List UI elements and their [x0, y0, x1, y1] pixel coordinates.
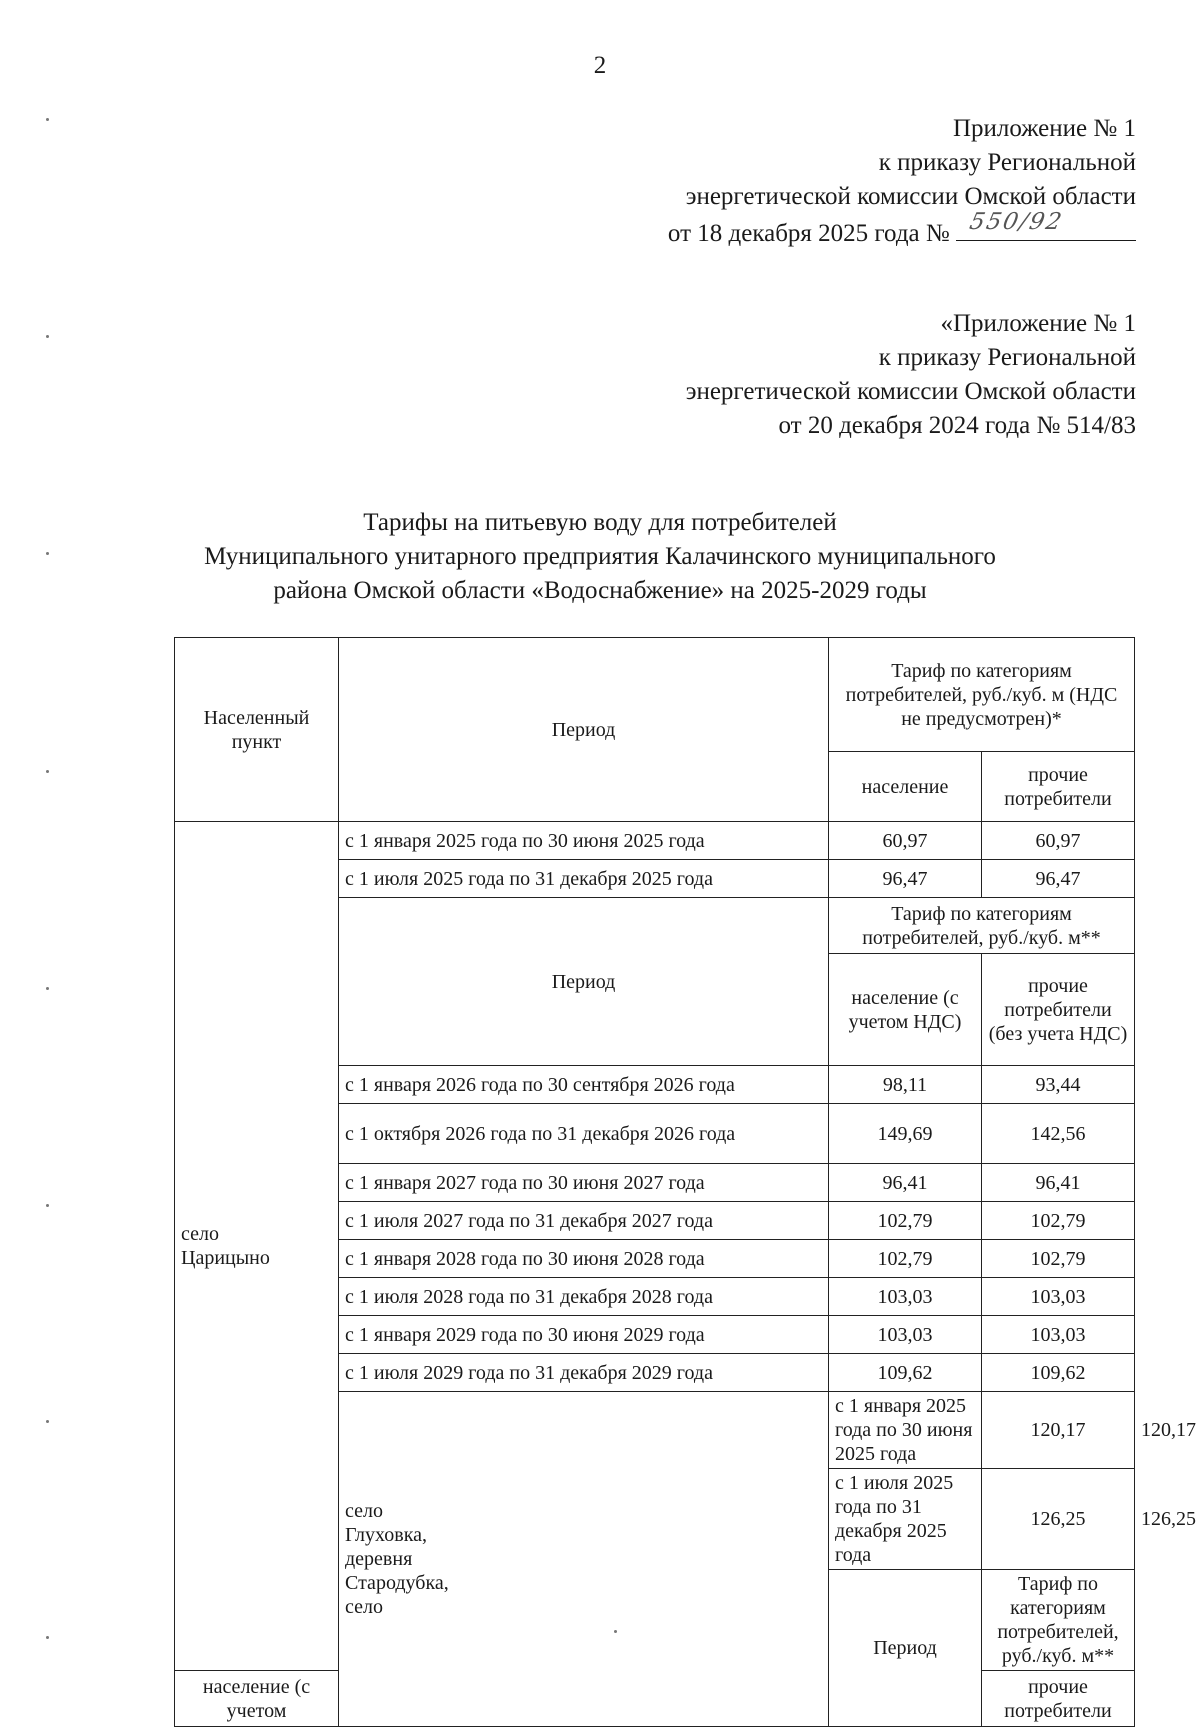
period-cell: с 1 октября 2026 года по 31 декабря 2026 года	[339, 1104, 829, 1164]
subheader-population: население (с учетом	[175, 1671, 339, 1727]
page-number: 2	[593, 52, 607, 79]
population-tariff: 103,03	[829, 1278, 982, 1316]
locality-name: Стародубка,	[345, 1572, 449, 1594]
subheader-period: Период	[339, 898, 829, 1066]
tariff-table	[174, 637, 1196, 1727]
appendix-line: к приказу Региональной	[878, 149, 1136, 176]
header-period: Период	[339, 638, 829, 822]
population-tariff: 103,03	[829, 1316, 982, 1354]
subheader-period: Период	[829, 1570, 982, 1727]
appendix-line: от 20 декабря 2024 года № 514/83	[778, 412, 1136, 439]
subheader-population: население (с учетом НДС)	[829, 954, 982, 1066]
header-population: население	[829, 752, 982, 822]
appendix-line: Приложение № 1	[952, 115, 1136, 142]
title-line: района Омской области «Водоснабжение» на 2025-2029 годы	[273, 577, 927, 604]
appendix-line: «Приложение № 1	[940, 310, 1136, 337]
header-others: прочие потребители	[982, 752, 1135, 822]
header-tariff: Тариф по категориям потребителей, руб./куб. м (НДС не предусмотрен)*	[829, 638, 1135, 752]
period-cell: с 1 июля 2025 года по 31 декабря 2025 года	[829, 1469, 982, 1570]
locality-cell	[175, 822, 339, 1671]
others-tariff: 103,03	[982, 1316, 1135, 1354]
table-row: село Глуховка, деревня Стародубка, село с 1 января 2025 года по 30 июня 2025 года 120,17 120,17	[175, 1392, 1135, 1469]
population-tariff: 96,47	[829, 860, 982, 898]
subheader-others: прочие потребители (без учета НДС)	[982, 954, 1135, 1066]
period-cell: с 1 января 2027 года по 30 июня 2027 года	[339, 1164, 829, 1202]
others-tariff: 96,47	[982, 860, 1135, 898]
scan-speck	[46, 987, 49, 990]
period-cell: с 1 июля 2027 года по 31 декабря 2027 года	[339, 1202, 829, 1240]
population-tariff: 149,69	[829, 1104, 982, 1164]
appendix-line: энергетической комиссии Омской области	[685, 378, 1136, 405]
scan-speck	[46, 118, 49, 121]
scan-speck	[46, 770, 49, 773]
scan-speck	[46, 1420, 49, 1423]
appendix-line: к приказу Региональной	[878, 344, 1136, 371]
population-tariff: 102,79	[829, 1202, 982, 1240]
order-number-field	[956, 209, 1136, 241]
handwritten-order-number: 550/92	[967, 209, 1066, 235]
population-tariff: 60,97	[829, 822, 982, 860]
title-line: Муниципального унитарного предприятия Калачинского муниципального	[204, 543, 996, 570]
others-tariff: 96,41	[982, 1164, 1135, 1202]
subheader-others: прочие потребители	[982, 1671, 1135, 1727]
appendix-current-order	[668, 112, 1136, 251]
table-header-row	[175, 638, 1135, 752]
document-title	[0, 506, 1200, 608]
population-tariff: 96,41	[829, 1164, 982, 1202]
locality-name: деревня	[345, 1548, 413, 1570]
period-cell: с 1 января 2029 года по 30 июня 2029 года	[339, 1316, 829, 1354]
period-cell: с 1 июля 2025 года по 31 декабря 2025 года	[339, 860, 829, 898]
table-row: с 1 июля 2025 года по 31 декабря 2025 года 126,25 126,25	[175, 1469, 1135, 1570]
others-tariff: 103,03	[982, 1278, 1135, 1316]
subheader-tariff: Тариф по категориям потребителей, руб./куб. м**	[829, 898, 1135, 954]
period-cell: с 1 июля 2029 года по 31 декабря 2029 года	[339, 1354, 829, 1392]
population-tariff: 102,79	[829, 1240, 982, 1278]
scan-speck	[46, 1636, 49, 1639]
subheader-tariff: Тариф по категориям потребителей, руб./куб. м**	[982, 1570, 1135, 1671]
appendix-line: энергетической комиссии Омской области	[685, 183, 1136, 210]
appendix-date-line	[667, 209, 1136, 251]
others-tariff: 102,79	[982, 1202, 1135, 1240]
population-tariff: 120,17	[982, 1392, 1135, 1469]
locality-name: Глуховка,	[345, 1524, 428, 1546]
appendix-previous-order	[686, 307, 1136, 443]
population-tariff: 109,62	[829, 1354, 982, 1392]
title-line: Тарифы на питьевую воду для потребителей	[363, 509, 837, 536]
locality-name: село	[345, 1596, 383, 1618]
table-row	[175, 822, 1135, 860]
scan-speck	[46, 552, 49, 555]
period-cell: с 1 января 2026 года по 30 сентября 2026 года	[339, 1066, 829, 1104]
period-cell: с 1 января 2025 года по 30 июня 2025 года	[339, 822, 829, 860]
period-cell: с 1 января 2025 года по 30 июня 2025 года	[829, 1392, 982, 1469]
others-tariff: 109,62	[982, 1354, 1135, 1392]
population-tariff: 98,11	[829, 1066, 982, 1104]
others-tariff: 142,56	[982, 1104, 1135, 1164]
locality-name: Царицыно	[181, 1247, 270, 1269]
scan-speck	[46, 335, 49, 338]
period-cell: с 1 июля 2028 года по 31 декабря 2028 года	[339, 1278, 829, 1316]
locality-name: село	[181, 1223, 219, 1245]
locality-name: село	[345, 1500, 383, 1522]
locality-cell	[339, 1392, 829, 1727]
population-tariff: 126,25	[982, 1469, 1135, 1570]
others-tariff: 102,79	[982, 1240, 1135, 1278]
period-cell: с 1 января 2028 года по 30 июня 2028 года	[339, 1240, 829, 1278]
header-locality: Населенный пункт	[175, 638, 339, 822]
others-tariff: 60,97	[982, 822, 1135, 860]
appendix-date-text: от 18 декабря 2025 года №	[667, 220, 950, 247]
scan-speck	[46, 1204, 49, 1207]
scan-speck	[614, 1630, 617, 1633]
others-tariff: 93,44	[982, 1066, 1135, 1104]
